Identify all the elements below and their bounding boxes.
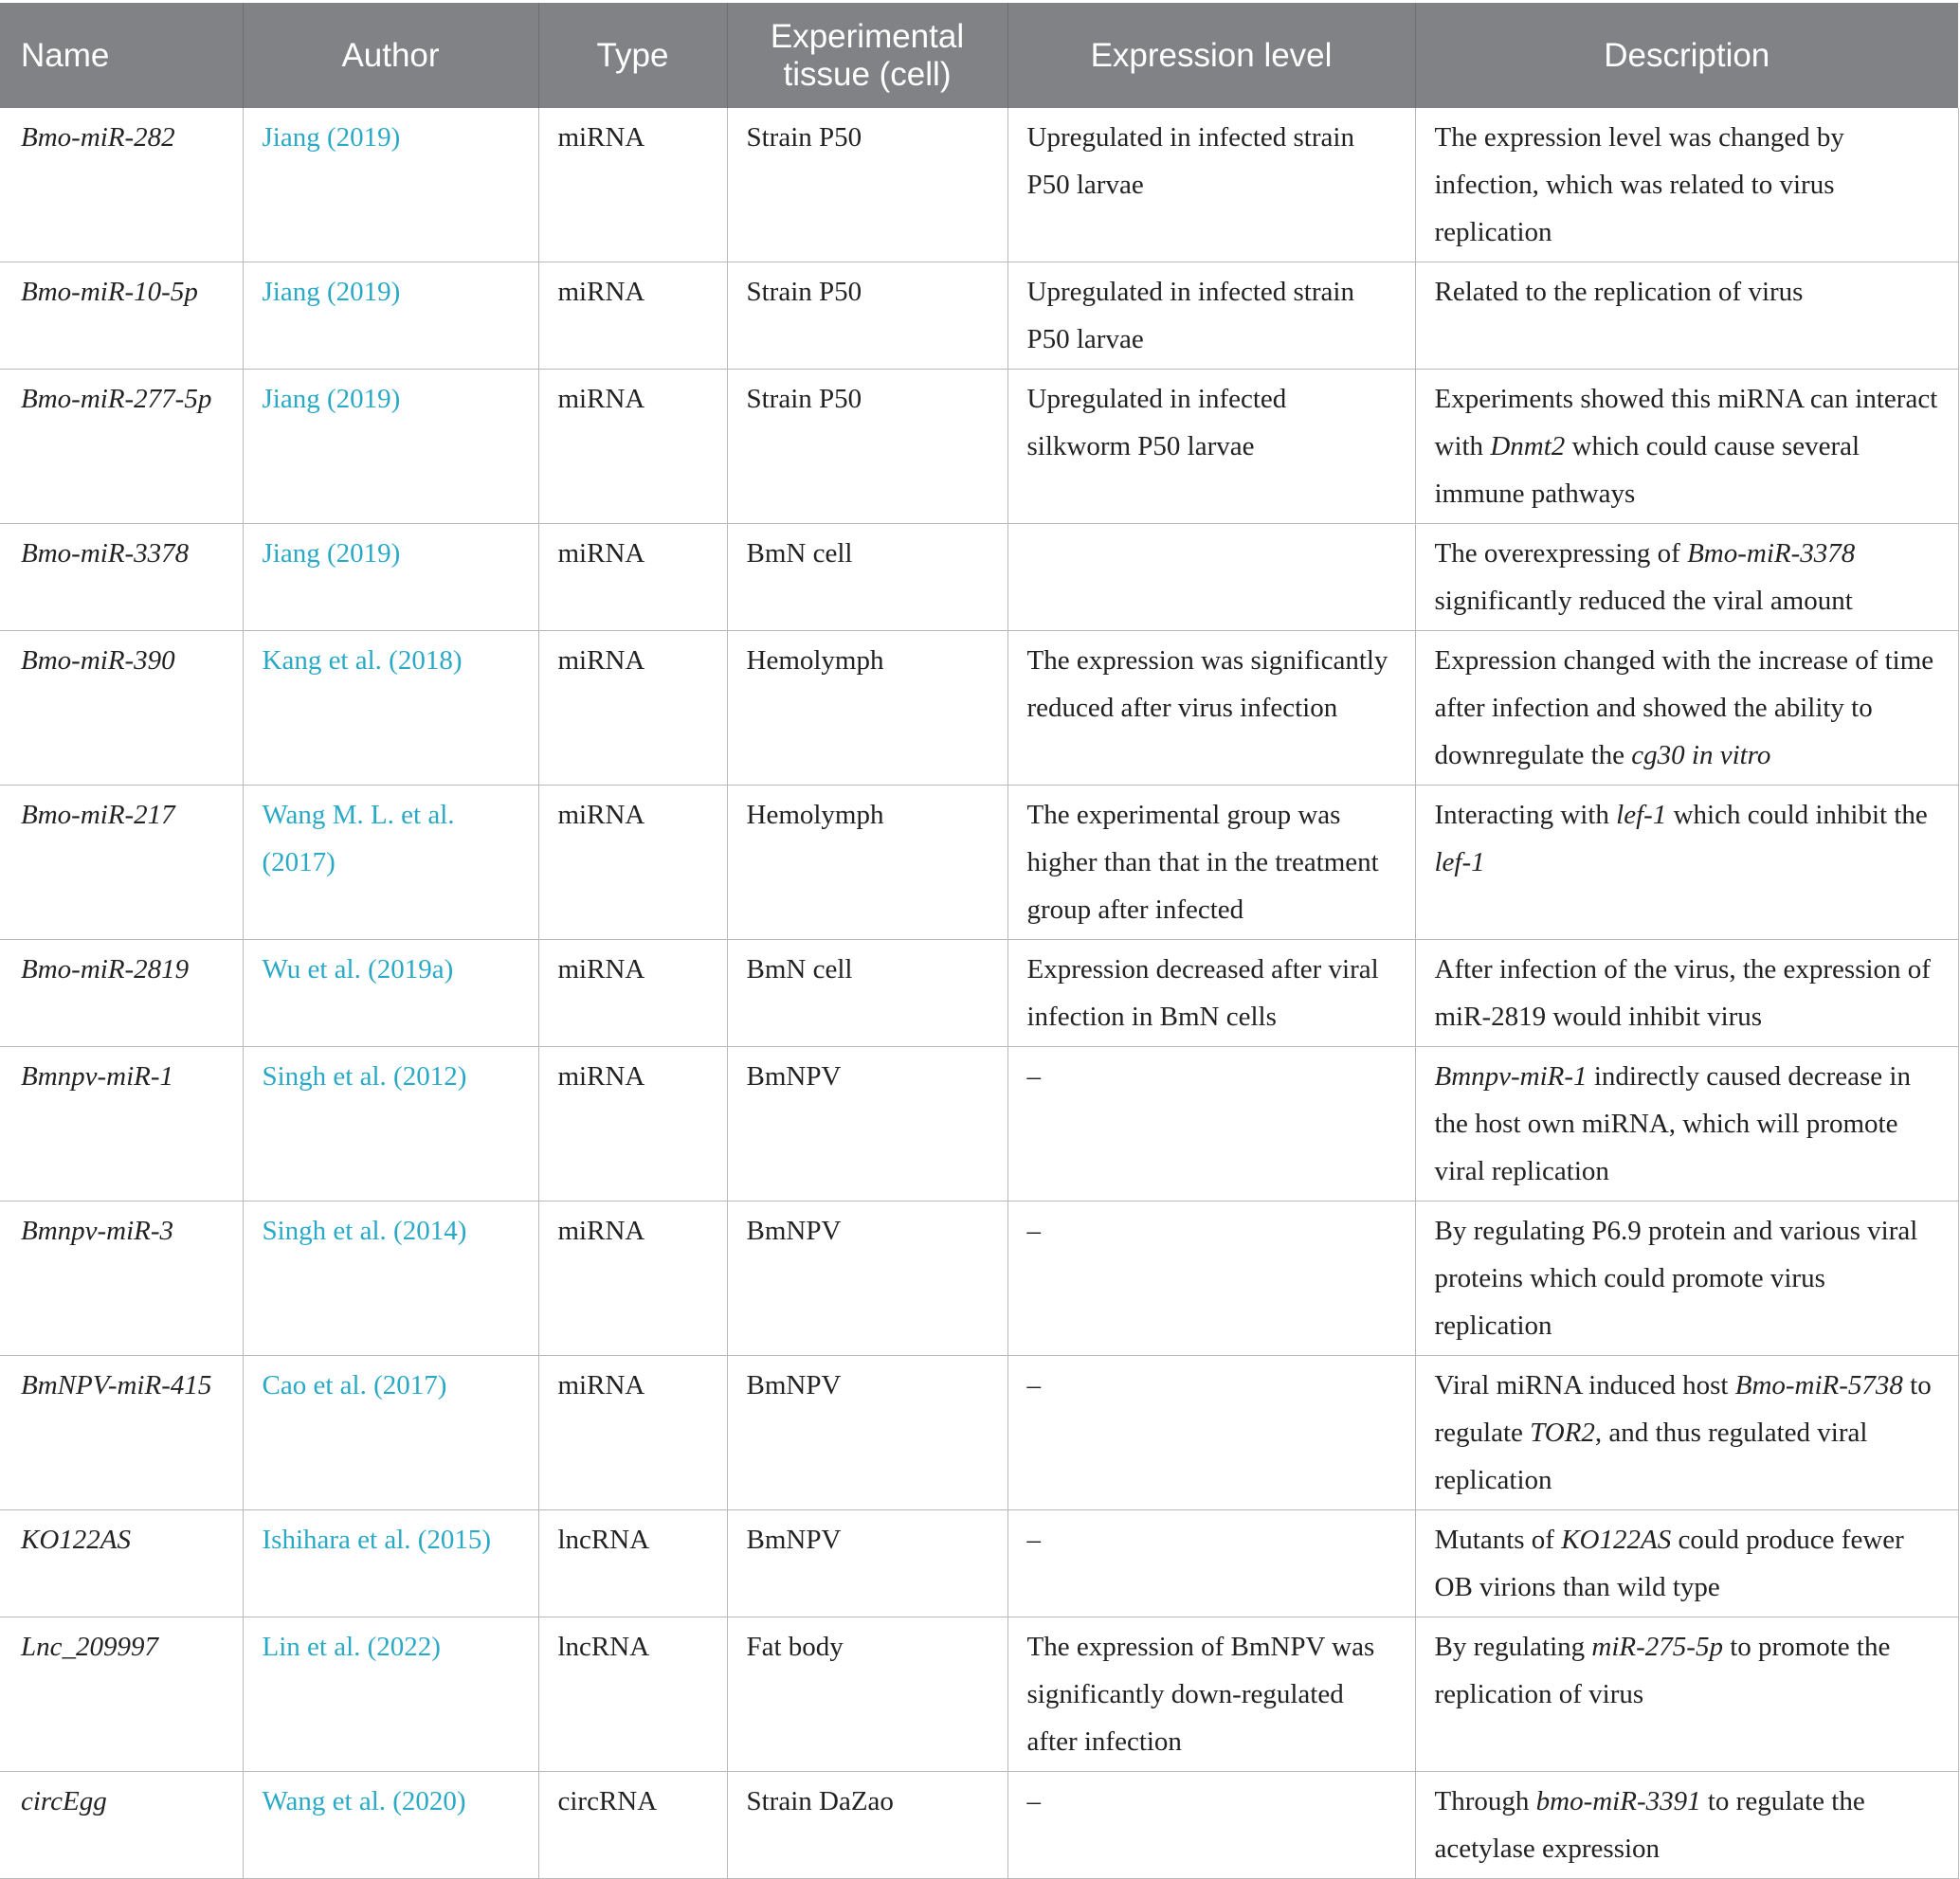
cell-description [1415, 1772, 1958, 1879]
cell-name: Bmo-miR-217 [0, 786, 243, 940]
cell-expression: Upregulated in infected strain P50 larvae [1007, 108, 1415, 262]
description-text: indirectly caused decrease in the host own miRNA, which will promote viral replication [1434, 1061, 1911, 1186]
description-text: Experiments showed this miRNA can interact with [1434, 384, 1938, 461]
description-italic-term: cg30 in vitro [1631, 740, 1771, 770]
description-text: Viral miRNA induced host [1434, 1370, 1735, 1400]
table-header [0, 3, 1958, 108]
header-row [0, 3, 1958, 108]
cell-tissue: Strain P50 [727, 262, 1007, 370]
cell-description [1415, 108, 1958, 262]
table-row [0, 631, 1958, 786]
description-text: which could inhibit the [1666, 800, 1928, 830]
cell-expression: The expression of BmNPV was significantly down-regulated after infection [1007, 1617, 1415, 1772]
table-row [0, 940, 1958, 1047]
cell-type: miRNA [538, 940, 727, 1047]
cell-tissue: Strain P50 [727, 370, 1007, 524]
description-italic-term: lef-1 [1616, 800, 1667, 830]
table-row [0, 1356, 1958, 1510]
cell-expression: – [1007, 1201, 1415, 1356]
cell-name: BmNPV-miR-415 [0, 1356, 243, 1510]
cell-description [1415, 1510, 1958, 1617]
description-text: which could cause several immune pathways [1434, 431, 1860, 509]
cell-type: miRNA [538, 1047, 727, 1201]
cell-name: Bmnpv-miR-1 [0, 1047, 243, 1201]
cell-tissue: BmNPV [727, 1356, 1007, 1510]
header-type: Type [538, 3, 727, 108]
cell-description [1415, 1617, 1958, 1772]
cell-name: Bmo-miR-390 [0, 631, 243, 786]
header-description: Description [1415, 3, 1958, 108]
description-text: The overexpressing of [1434, 538, 1688, 569]
description-text: Interacting with [1434, 800, 1617, 830]
description-text: The expression level was changed by infection, which was related to virus replication [1434, 122, 1844, 247]
cell-tissue: Fat body [727, 1617, 1007, 1772]
cell-expression: Upregulated in infected strain P50 larvae [1007, 262, 1415, 370]
cell-author-link[interactable]: Jiang (2019) [243, 524, 538, 631]
cell-type: miRNA [538, 524, 727, 631]
ncrna-table [0, 3, 1959, 1879]
cell-author-link[interactable]: Cao et al. (2017) [243, 1356, 538, 1510]
cell-expression: – [1007, 1356, 1415, 1510]
table-row [0, 108, 1958, 262]
cell-type: miRNA [538, 108, 727, 262]
cell-name: Bmo-miR-277-5p [0, 370, 243, 524]
table-row [0, 1201, 1958, 1356]
cell-author-link[interactable]: Ishihara et al. (2015) [243, 1510, 538, 1617]
description-text: , and thus regulated viral replication [1434, 1418, 1868, 1495]
cell-expression: The expression was significantly reduced after virus infection [1007, 631, 1415, 786]
table-body [0, 108, 1958, 1879]
cell-description [1415, 786, 1958, 940]
cell-description [1415, 1356, 1958, 1510]
cell-expression: – [1007, 1510, 1415, 1617]
cell-type: lncRNA [538, 1510, 727, 1617]
cell-expression [1007, 524, 1415, 631]
cell-tissue: Strain P50 [727, 108, 1007, 262]
description-text: Mutants of [1434, 1525, 1562, 1555]
cell-name: Lnc_209997 [0, 1617, 243, 1772]
cell-tissue: BmNPV [727, 1510, 1007, 1617]
description-text: Related to the replication of virus [1434, 277, 1804, 307]
description-italic-term: lef-1 [1434, 847, 1485, 877]
description-italic-term: KO122AS [1561, 1525, 1672, 1555]
description-text: to regulate the acetylase expression [1434, 1786, 1865, 1864]
cell-description [1415, 1047, 1958, 1201]
cell-author-link[interactable]: Singh et al. (2012) [243, 1047, 538, 1201]
cell-description [1415, 262, 1958, 370]
description-italic-term: TOR2 [1530, 1418, 1595, 1448]
description-text: could produce fewer OB virions than wild type [1434, 1525, 1904, 1602]
cell-author-link[interactable]: Wang et al. (2020) [243, 1772, 538, 1879]
cell-name: KO122AS [0, 1510, 243, 1617]
table-row [0, 1047, 1958, 1201]
header-expression: Expression level [1007, 3, 1415, 108]
cell-name: Bmo-miR-2819 [0, 940, 243, 1047]
cell-tissue: BmNPV [727, 1047, 1007, 1201]
table-row [0, 1510, 1958, 1617]
cell-expression: – [1007, 1047, 1415, 1201]
cell-type: miRNA [538, 370, 727, 524]
table-row [0, 786, 1958, 940]
cell-author-link[interactable]: Lin et al. (2022) [243, 1617, 538, 1772]
cell-name: Bmo-miR-282 [0, 108, 243, 262]
description-italic-term: bmo-miR-3391 [1535, 1786, 1701, 1816]
cell-tissue: BmN cell [727, 940, 1007, 1047]
table-row [0, 262, 1958, 370]
cell-description [1415, 524, 1958, 631]
cell-tissue: Hemolymph [727, 786, 1007, 940]
cell-type: miRNA [538, 1356, 727, 1510]
description-text: to regulate [1434, 1370, 1932, 1448]
cell-tissue: Strain DaZao [727, 1772, 1007, 1879]
cell-description [1415, 940, 1958, 1047]
cell-type: circRNA [538, 1772, 727, 1879]
cell-description [1415, 1201, 1958, 1356]
description-italic-term: Bmnpv-miR-1 [1434, 1061, 1588, 1092]
cell-type: miRNA [538, 786, 727, 940]
header-tissue: Experimental tissue (cell) [727, 3, 1007, 108]
cell-author-link[interactable]: Wang M. L. et al. (2017) [243, 786, 538, 940]
cell-type: miRNA [538, 631, 727, 786]
description-text: significantly reduced the viral amount [1434, 586, 1853, 616]
cell-type: lncRNA [538, 1617, 727, 1772]
table-row [0, 370, 1958, 524]
cell-author-link[interactable]: Jiang (2019) [243, 108, 538, 262]
cell-tissue: Hemolymph [727, 631, 1007, 786]
cell-author-link[interactable]: Jiang (2019) [243, 370, 538, 524]
description-italic-term: Bmo-miR-3378 [1687, 538, 1856, 569]
table-container [0, 3, 1958, 1879]
cell-type: miRNA [538, 262, 727, 370]
description-text: By regulating [1434, 1632, 1592, 1662]
table-row [0, 1772, 1958, 1879]
description-text: Expression changed with the increase of time after infection and showed the ability to downregulate the [1434, 645, 1934, 770]
header-name: Name [21, 36, 110, 74]
table-row [0, 1617, 1958, 1772]
description-italic-term: miR-275-5p [1591, 1632, 1723, 1662]
cell-expression: Expression decreased after viral infection in BmN cells [1007, 940, 1415, 1047]
cell-expression: Upregulated in infected silkworm P50 larvae [1007, 370, 1415, 524]
description-italic-term: Dnmt2 [1490, 431, 1566, 461]
header-author: Author [243, 3, 538, 108]
cell-author-link[interactable]: Kang et al. (2018) [243, 631, 538, 786]
cell-description [1415, 370, 1958, 524]
cell-expression: The experimental group was higher than that in the treatment group after infected [1007, 786, 1415, 940]
cell-type: miRNA [538, 1201, 727, 1356]
cell-name: circEgg [0, 1772, 243, 1879]
cell-name: Bmo-miR-10-5p [0, 262, 243, 370]
cell-author-link[interactable]: Singh et al. (2014) [243, 1201, 538, 1356]
cell-name: Bmnpv-miR-3 [0, 1201, 243, 1356]
description-text: By regulating P6.9 protein and various viral proteins which could promote virus replication [1434, 1216, 1918, 1341]
cell-expression: – [1007, 1772, 1415, 1879]
table-row [0, 524, 1958, 631]
cell-author-link[interactable]: Wu et al. (2019a) [243, 940, 538, 1047]
cell-tissue: BmNPV [727, 1201, 1007, 1356]
description-italic-term: Bmo-miR-5738 [1734, 1370, 1903, 1400]
description-text: After infection of the virus, the expression of miR-2819 would inhibit virus [1434, 954, 1931, 1032]
cell-name: Bmo-miR-3378 [0, 524, 243, 631]
cell-tissue: BmN cell [727, 524, 1007, 631]
description-text: Through [1434, 1786, 1536, 1816]
cell-author-link[interactable]: Jiang (2019) [243, 262, 538, 370]
description-text: to promote the replication of virus [1434, 1632, 1891, 1709]
cell-description [1415, 631, 1958, 786]
